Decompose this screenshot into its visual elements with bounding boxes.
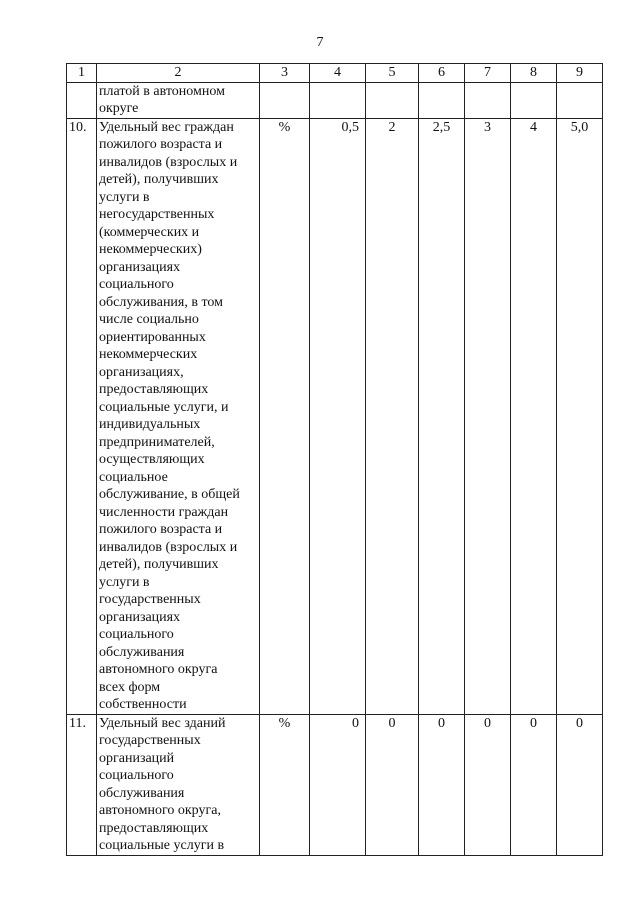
table-row (67, 118, 603, 714)
description-line: организациях (99, 609, 181, 625)
description-line: инвалидов (взрослых и (99, 154, 238, 170)
description-line: социальные услуги, и (99, 399, 229, 415)
description-line: некоммерческих) (99, 242, 202, 257)
description-line: социального (99, 768, 174, 783)
description-line: обслуживания, в том (99, 294, 224, 310)
description-line: Удельный вес зданий (99, 715, 226, 731)
description-line: собственности (99, 697, 187, 712)
header-cell: 1 (67, 64, 97, 83)
header-cell: 7 (465, 64, 511, 83)
description-line: округе (99, 101, 139, 116)
description-line: инвалидов (взрослых и (99, 539, 238, 555)
table-cell (557, 82, 603, 118)
description-line: государственных (99, 733, 201, 748)
table-cell (366, 82, 419, 118)
description-line: числе социально (99, 312, 199, 327)
description-line: индивидуальных (99, 417, 201, 432)
header-cell: 4 (310, 64, 366, 83)
row-number: 11. (67, 714, 97, 855)
description-line: предоставляющих (99, 820, 209, 836)
description-line: платой в автономном (99, 83, 225, 99)
description-line: организациях (99, 259, 181, 275)
row-value: 0 (511, 714, 557, 855)
description-line: некоммерческих (99, 347, 198, 362)
description-line: всех форм (99, 679, 161, 695)
row-value: 3 (465, 118, 511, 714)
row-value: 0 (465, 714, 511, 855)
description-line: негосударственных (99, 207, 215, 222)
row-number: 10. (67, 118, 97, 714)
table-cell (260, 82, 310, 118)
header-cell: 3 (260, 64, 310, 83)
description-line: обслуживания (99, 785, 185, 801)
description-line: социальные услуги в (99, 838, 225, 853)
description-line: обслуживание, в общей (99, 487, 240, 502)
row-value: 0,5 (310, 118, 366, 714)
table-cell (511, 82, 557, 118)
row-value: 0 (310, 714, 366, 855)
table-cell (67, 82, 97, 118)
row-value: 2 (366, 118, 419, 714)
row-description (97, 118, 260, 714)
description-line: организаций (99, 750, 175, 766)
description-line: детей), получивших (99, 557, 219, 572)
row-unit: % (260, 714, 310, 855)
description-line: осуществляющих (99, 452, 205, 467)
description-line: (коммерческих и (99, 224, 200, 240)
description-line: автономного округа, (99, 803, 221, 818)
page-number: 7 (316, 35, 324, 50)
table-cell (465, 82, 511, 118)
description-line: социального (99, 277, 174, 292)
row-value: 0 (419, 714, 465, 855)
row-unit: % (260, 118, 310, 714)
header-cell: 2 (97, 64, 260, 83)
table-cell (419, 82, 465, 118)
description-line: предоставляющих (99, 382, 209, 397)
description-line: численности граждан (99, 504, 229, 520)
description-line: организациях, (99, 364, 184, 380)
description-line: пожилого возраста и (99, 522, 223, 537)
description-line: пожилого возраста и (99, 137, 223, 152)
description-line: ориентированных (99, 329, 206, 345)
description-line: автономного округа (99, 662, 218, 677)
description-line: Удельный вес граждан (99, 119, 234, 135)
table-cell (310, 82, 366, 118)
description-line: предпринимателей, (99, 434, 215, 450)
description-line: государственных (99, 592, 201, 607)
table-header-row (67, 64, 603, 83)
description-line: социальное (99, 469, 168, 485)
continuation-row (67, 82, 603, 118)
header-cell: 9 (557, 64, 603, 83)
description-line: услуги в (99, 574, 150, 590)
row-value: 0 (366, 714, 419, 855)
header-cell: 6 (419, 64, 465, 83)
continuation-description (97, 82, 260, 118)
description-line: услуги в (99, 189, 150, 205)
header-cell: 8 (511, 64, 557, 83)
header-cell: 5 (366, 64, 419, 83)
row-value: 0 (557, 714, 603, 855)
description-line: социального (99, 627, 174, 642)
row-description (97, 714, 260, 855)
table-row (67, 714, 603, 855)
row-value: 2,5 (419, 118, 465, 714)
row-value: 5,0 (557, 118, 603, 714)
row-value: 4 (511, 118, 557, 714)
indicators-table (66, 63, 603, 856)
description-line: детей), получивших (99, 172, 219, 187)
description-line: обслуживания (99, 644, 185, 660)
